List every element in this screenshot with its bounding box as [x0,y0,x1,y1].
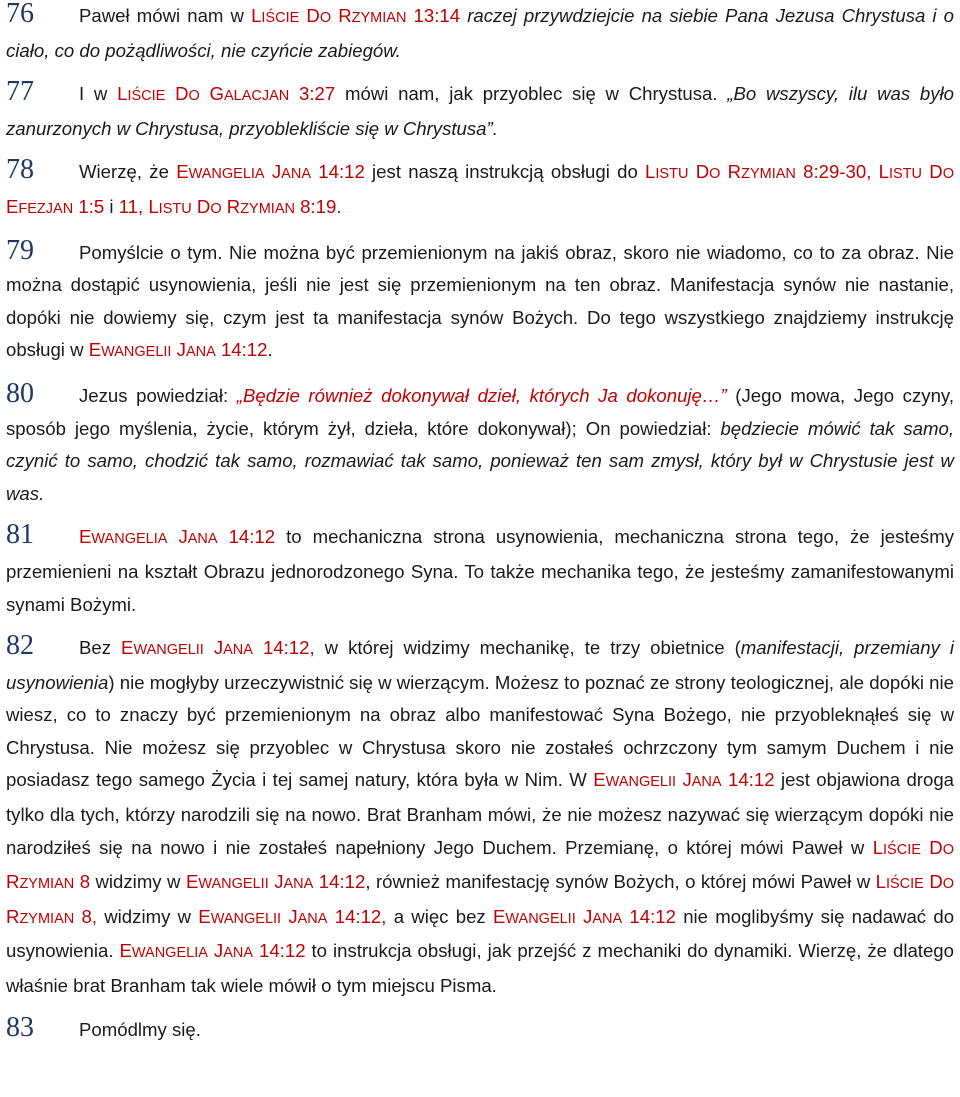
paragraph-79 [6,235,954,369]
text-segment: (Jego mowa, Jego czyny, sposób jego myślenia, życie, którym żył, dzieła, które dokonywał); On powiedział: [6,384,954,439]
scripture-reference: LIŚCIE DO RZYMIAN 8 [6,836,954,893]
text-segment: Pomyślcie o tym. Nie można być przemienionym na jakiś obraz, skoro nie wiadomo, co to za obraz. Nie można dostąpić usynowienia, jeśli nie jest się przemienionym na ten obraz. Manifestacja synów nie nastanie, dopóki nie dowiemy się, czym jest ta manifestacja synów Bożych. Do tego wszystkiego znajdziemy instrukcję obsługi w [6,241,954,361]
scripture-reference: LISTU DO RZYMIAN 8:29-30, LISTU DO EFEZJAN 1:5 [6,161,955,217]
paragraph-80 [6,378,954,510]
paragraph-76 [6,0,954,67]
scripture-reference: LIŚCIE DO GALACJAN 3:27 [117,83,336,105]
italic-quote: „Bo wszyscy, ilu was było zanurzonych w Chrystusa, przyoblekliście się w Chrystusa”. [6,83,954,139]
paragraph-82 [6,630,954,1003]
scripture-reference: EWANGELII JANA 14:12 [88,339,268,361]
scripture-reference: EWANGELIA JANA 14:12 [119,940,306,962]
paragraph-number: 79 [6,234,34,266]
text-segment: jest naszą instrukcją obsługi do [364,161,646,183]
text-segment: Jezus powiedział: [79,384,237,406]
text-segment: I w [79,83,118,105]
text-segment: , również manifestację synów Bożych, o której mówi Paweł w [365,871,876,893]
text-segment: nie moglibyśmy się nadawać do usynowienia. [6,905,955,962]
scripture-reference: „Będzie również dokonywał dzieł, których Ja dokonuję…” [236,384,727,406]
italic-quote: raczej przywdziejcie na siebie Pana Jezusa Chrystusa i o ciało, co do pożądliwości, nie czyńcie zabiegów. [6,5,954,61]
text-segment: Paweł mówi nam w [79,5,252,26]
scripture-reference: EWANGELII JANA 14:12 [185,871,366,893]
text-segment: mówi nam, jak przyoblec się w Chrystusa. [335,83,728,105]
paragraph-78 [6,154,954,225]
text-segment: ) nie mogłyby urzeczywistnić się w wierzącym. Możesz to poznać ze strony teologicznej, ale dopóki nie wiesz, co to znaczy być przemienionym na obraz albo manifestować Syna Bożego, nie przyobleknąłeś się w Chrystusa. Nie możesz się przyoblec w Chrystusa skoro nie zostałeś ochrzczony tym samym Duchem i nie posiadasz tego samego Życia i tej samej natury, która była w Nim. W [6,671,954,791]
paragraph-77 [6,76,954,145]
scripture-reference: EWANGELIA JANA 14:12 [176,161,365,183]
paragraph-number: 78 [6,154,34,186]
scripture-reference: EWANGELII JANA 14:12, [198,905,387,927]
scripture-reference: LIŚCIE DO RZYMIAN 8, [6,871,955,927]
text-segment: i [104,195,119,217]
text-segment: Pomódlmy się. [79,1018,201,1040]
paragraph-81 [6,519,954,621]
scripture-reference: LIŚCIE DO RZYMIAN 13:14 [251,5,461,26]
text-segment: jest objawiona droga tylko dla tych, którzy narodzili się na nowo. Brat Branham mówi, że nie możesz nazywać się wierzącym dopóki nie narodziłeś się na nowo i nie zostałeś napełniony Jego Duchem. Przemianę, o której mówi Paweł w [6,769,954,858]
scripture-reference: 11, LISTU DO RZYMIAN 8:19. [118,195,342,217]
italic-quote: będziecie mówić tak samo, czynić to samo, chodzić tak samo, rozmawiać tak samo, ponieważ ten sam zmysł, który był w Chrystusie jest w was. [6,417,955,504]
text-segment: to mechaniczna strona usynowienia, mechaniczna strona tego, że jesteśmy przemienieni na kształt Obrazu jednorodzonego Syna. To także mechanika tego, że jesteśmy zamanifestowanymi synami Bożymi. [6,526,954,615]
paragraph-number: 76 [6,0,34,29]
scripture-reference: EWANGELII JANA 14:12 [492,905,676,927]
text-segment: widzimy w [90,871,186,893]
text-segment: Bez [79,637,122,659]
scripture-reference: EWANGELII JANA 14:12, [121,637,315,659]
paragraph-number: 81 [6,519,34,551]
paragraph-list [6,0,954,1046]
italic-quote: manifestacji, przemiany i usynowienia [6,637,955,693]
text-segment: to instrukcja obsługi, jak przejść z mechaniki do dynamiki. Wierzę, że dlatego właśnie brat Branham tak wiele mówił o tym miejscu Pisma. [6,940,954,997]
text-segment: widzimy w [97,905,199,927]
text-segment: a więc bez [386,905,493,927]
text-segment: . [267,339,273,361]
paragraph-number: 83 [6,1011,34,1043]
scripture-reference: EWANGELIA JANA 14:12 [79,526,276,548]
paragraph-83 [6,1012,954,1047]
paragraph-number: 82 [6,630,34,662]
text-segment: w której widzimy mechanikę, te trzy obietnice ( [314,637,741,659]
text-segment: Wierzę, że [79,161,177,183]
scripture-reference: EWANGELII JANA 14:12 [593,769,775,791]
paragraph-number: 80 [6,377,34,409]
paragraph-number: 77 [6,76,34,108]
